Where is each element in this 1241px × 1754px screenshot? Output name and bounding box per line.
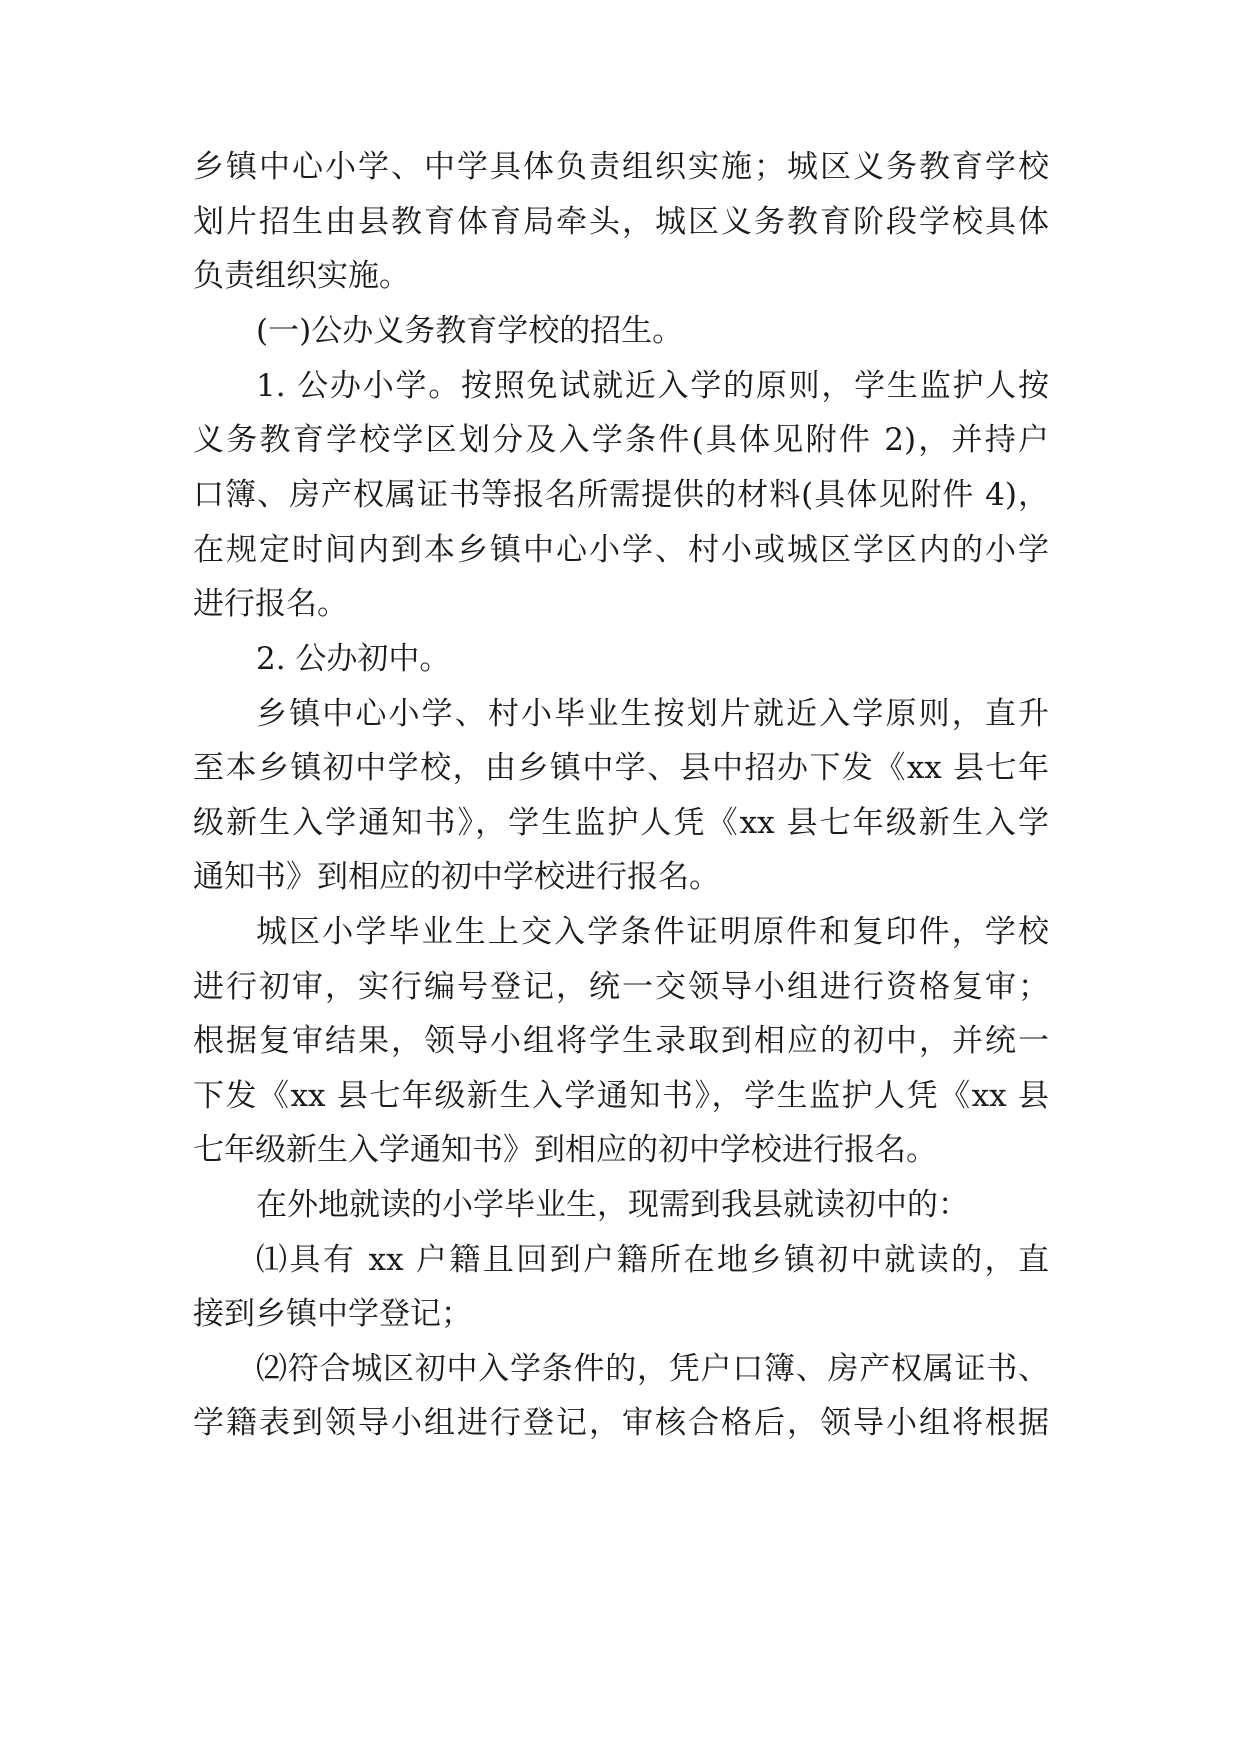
text-line: 负责组织实施。	[193, 258, 410, 294]
text-line: 乡镇中心小学、村小毕业生按划片就近入学原则，直升	[256, 696, 1049, 732]
text-line: 口簿、房产权属证书等报名所需提供的材料(具体见附件 4)，	[193, 477, 1049, 513]
list-item-text: ⑵符合城区初中入学条件的，凭户口簿、房产权属证书、	[256, 1351, 1049, 1387]
text-line: 进行报名。	[193, 586, 348, 622]
text-line: 学籍表到领导小组进行登记，审核合格后，领导小组将根据	[193, 1405, 1049, 1441]
text-line: 划片招生由县教育体育局牵头，城区义务教育阶段学校具体	[193, 204, 1049, 240]
text-line: 通知书》到相应的初中学校进行报名。	[193, 859, 720, 895]
text-line: 在规定时间内到本乡镇中心小学、村小或城区学区内的小学	[193, 532, 1049, 568]
text-line: 七年级新生入学通知书》到相应的初中学校进行报名。	[193, 1132, 937, 1168]
text-line: 至本乡镇初中学校，由乡镇中学、县中招办下发《xx 县七年	[193, 750, 1049, 786]
text-line: 在外地就读的小学毕业生，现需到我县就读初中的：	[256, 1187, 969, 1223]
text-line: 级新生入学通知书》，学生监护人凭《xx 县七年级新生入学	[193, 805, 1049, 841]
list-item-text: ⑴具有 xx 户籍且回到户籍所在地乡镇初中就读的，直	[256, 1242, 1049, 1278]
section-heading: (一)公办义务教育学校的招生。	[256, 313, 684, 349]
text-line: 乡镇中心小学、中学具体负责组织实施；城区义务教育学校	[193, 149, 1049, 185]
text-line: 城区小学毕业生上交入学条件证明原件和复印件，学校	[256, 914, 1049, 950]
text-line: 根据复审结果，领导小组将学生录取到相应的初中，并统一	[193, 1023, 1049, 1059]
text-line: 进行初审，实行编号登记，统一交领导小组进行资格复审；	[193, 969, 1049, 1005]
text-line: 1. 公办小学。按照免试就近入学的原则，学生监护人按	[256, 368, 1049, 404]
text-line: 义务教育学校学区划分及入学条件(具体见附件 2)，并持户	[193, 422, 1049, 458]
text-line: 下发《xx 县七年级新生入学通知书》，学生监护人凭《xx 县	[193, 1078, 1049, 1114]
text-line: 接到乡镇中学登记；	[193, 1296, 472, 1332]
subsection-heading: 2. 公办初中。	[256, 641, 451, 677]
